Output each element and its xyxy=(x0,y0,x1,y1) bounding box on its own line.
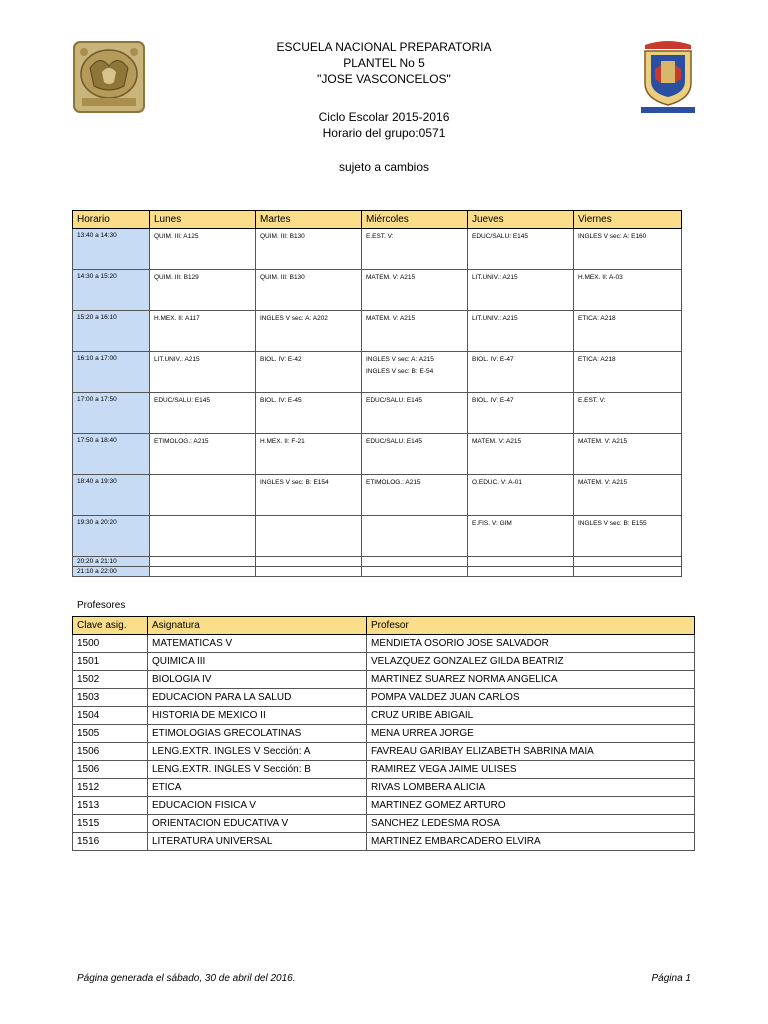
schedule-cell xyxy=(362,229,468,270)
class-entry: ETIMOLOG.: A215 xyxy=(154,438,209,445)
professor-row xyxy=(73,797,695,815)
subject-code-cell: 1505 xyxy=(73,725,148,743)
professor-name-cell: RIVAS LOMBERA ALICIA xyxy=(367,779,695,797)
class-entry: EDUC/SALU: E145 xyxy=(472,233,528,240)
professor-name-cell: POMPA VALDEZ JUAN CARLOS xyxy=(367,689,695,707)
schedule-table xyxy=(72,210,682,577)
professor-name-cell: SANCHEZ LEDESMA ROSA xyxy=(367,815,695,833)
class-entry: INGLES V sec: A: E160 xyxy=(578,233,647,240)
subject-code-cell: 1506 xyxy=(73,743,148,761)
professor-name-cell: MARTINEZ GOMEZ ARTURO xyxy=(367,797,695,815)
subject-to-change-note: sujeto a cambios xyxy=(338,160,430,174)
class-entry: MATEM. V: A215 xyxy=(578,438,628,445)
class-entry: ETICA: A218 xyxy=(578,356,616,363)
schedule-cell xyxy=(468,516,574,557)
professor-row xyxy=(73,671,695,689)
subject-code-cell: 1500 xyxy=(73,635,148,653)
professor-name-cell: MARTINEZ EMBARCADERO ELVIRA xyxy=(367,833,695,851)
professor-name-cell: FAVREAU GARIBAY ELIZABETH SABRINA MAIA xyxy=(367,743,695,761)
class-entry: MATEM. V: A215 xyxy=(578,479,628,486)
subject-code-cell: 1515 xyxy=(73,815,148,833)
class-entry: QUIM. III: B130 xyxy=(260,274,305,281)
schedule-cell xyxy=(574,434,682,475)
schedule-cell xyxy=(468,557,574,567)
schedule-cell xyxy=(362,516,468,557)
schedule-row xyxy=(73,393,682,434)
schedule-cell xyxy=(150,270,256,311)
class-entry: MATEM. V: A215 xyxy=(366,315,416,322)
subject-code-cell: 1502 xyxy=(73,671,148,689)
class-entry: EDUC/SALU: E145 xyxy=(366,438,422,445)
class-entry: QUIM. III: B129 xyxy=(154,274,199,281)
schedule-cell xyxy=(362,393,468,434)
time-slot-cell: 20:20 a 21:10 xyxy=(73,557,150,567)
schedule-header-cell: Viernes xyxy=(574,211,682,229)
schedule-header-cell: Horario xyxy=(73,211,150,229)
class-entry: BIOL. IV: E-47 xyxy=(472,356,514,363)
schedule-cell xyxy=(256,516,362,557)
schedule-cell xyxy=(468,270,574,311)
time-slot-cell: 17:50 a 18:40 xyxy=(73,434,150,475)
professors-header-row xyxy=(73,617,695,635)
schedule-cell xyxy=(150,516,256,557)
schedule-cell xyxy=(362,270,468,311)
class-entry: LIT.UNIV.: A215 xyxy=(472,315,518,322)
class-entry: E.EST. V: xyxy=(366,233,394,240)
schedule-row xyxy=(73,311,682,352)
schedule-cell xyxy=(574,516,682,557)
class-entry: MATEM. V: A215 xyxy=(472,438,522,445)
class-entry: EDUC/SALU: E145 xyxy=(154,397,210,404)
schedule-cell xyxy=(468,352,574,393)
group-schedule-title: Horario del grupo:0571 xyxy=(322,126,446,140)
schedule-cell xyxy=(256,311,362,352)
professors-title: Profesores xyxy=(77,600,126,611)
subject-name-cell: QUIMICA III xyxy=(148,653,367,671)
time-slot-cell: 18:40 a 19:30 xyxy=(73,475,150,516)
subject-name-cell: LENG.EXTR. INGLES V Sección: B xyxy=(148,761,367,779)
schedule-cell xyxy=(362,352,468,393)
subject-name-cell: EDUCACION PARA LA SALUD xyxy=(148,689,367,707)
professor-row xyxy=(73,761,695,779)
class-entry: BIOL. IV: E-42 xyxy=(260,356,302,363)
professors-header-cell: Profesor xyxy=(367,617,695,635)
subject-code-cell: 1516 xyxy=(73,833,148,851)
subject-name-cell: ETIMOLOGIAS GRECOLATINAS xyxy=(148,725,367,743)
schedule-cell xyxy=(574,557,682,567)
class-entry: H.MEX. II: A-03 xyxy=(578,274,623,281)
subject-code-cell: 1512 xyxy=(73,779,148,797)
subject-name-cell: ETICA xyxy=(148,779,367,797)
schedule-cell xyxy=(468,567,574,577)
class-entry: INGLES V sec: A: A215 xyxy=(366,356,434,363)
subject-name-cell: LITERATURA UNIVERSAL xyxy=(148,833,367,851)
schedule-header-cell: Miércoles xyxy=(362,211,468,229)
subject-code-cell: 1513 xyxy=(73,797,148,815)
professors-header-cell: Clave asig. xyxy=(73,617,148,635)
schedule-row xyxy=(73,557,682,567)
professor-row xyxy=(73,815,695,833)
schedule-cell xyxy=(362,311,468,352)
class-entry: MATEM. V: A215 xyxy=(366,274,416,281)
school-name: ESCUELA NACIONAL PREPARATORIA xyxy=(276,40,492,54)
professor-name-cell: MARTINEZ SUAREZ NORMA ANGELICA xyxy=(367,671,695,689)
unam-seal-logo xyxy=(72,38,146,116)
class-entry: ETICA: A218 xyxy=(578,315,616,322)
class-entry: INGLES V sec: A: A202 xyxy=(260,315,328,322)
subject-code-cell: 1506 xyxy=(73,761,148,779)
schedule-cell xyxy=(256,270,362,311)
class-entry: ETIMOLOG.: A215 xyxy=(366,479,421,486)
subject-name-cell: MATEMATICAS V xyxy=(148,635,367,653)
class-entry: O.EDUC. V: A-01 xyxy=(472,479,522,486)
schedule-cell xyxy=(362,557,468,567)
subject-code-cell: 1503 xyxy=(73,689,148,707)
schedule-header-cell: Lunes xyxy=(150,211,256,229)
class-entry: BIOL. IV: E-47 xyxy=(472,397,514,404)
campus-name: PLANTEL No 5 xyxy=(343,56,425,70)
class-entry: LIT.UNIV.: A215 xyxy=(154,356,200,363)
schedule-cell xyxy=(256,475,362,516)
schedule-cell xyxy=(256,557,362,567)
schedule-cell xyxy=(256,229,362,270)
class-entry: INGLES V sec: B: E155 xyxy=(578,520,647,527)
time-slot-cell: 15:20 a 16:10 xyxy=(73,311,150,352)
schedule-cell xyxy=(150,434,256,475)
professor-name-cell: VELAZQUEZ GONZALEZ GILDA BEATRIZ xyxy=(367,653,695,671)
schedule-cell xyxy=(256,393,362,434)
subject-name-cell: HISTORIA DE MEXICO II xyxy=(148,707,367,725)
class-entry: INGLES V sec: B: E-54 xyxy=(366,368,434,375)
class-entry: E.FIS. V: GIM xyxy=(472,520,512,527)
subject-name-cell: EDUCACION FISICA V xyxy=(148,797,367,815)
professor-name-cell: CRUZ URIBE ABIGAIL xyxy=(367,707,695,725)
professors-table xyxy=(72,616,695,851)
professor-row xyxy=(73,653,695,671)
schedule-row xyxy=(73,270,682,311)
professor-row xyxy=(73,833,695,851)
schedule-row xyxy=(73,352,682,393)
professor-name-cell: MENA URREA JORGE xyxy=(367,725,695,743)
schedule-row xyxy=(73,475,682,516)
professor-name-cell: MENDIETA OSORIO JOSE SALVADOR xyxy=(367,635,695,653)
time-slot-cell: 19:30 a 20:20 xyxy=(73,516,150,557)
class-entry: EDUC/SALU: E145 xyxy=(366,397,422,404)
school-cycle: Ciclo Escolar 2015-2016 xyxy=(318,110,450,124)
schedule-cell xyxy=(574,229,682,270)
class-entry: QUIM. III: B130 xyxy=(260,233,305,240)
subject-code-cell: 1501 xyxy=(73,653,148,671)
subject-name-cell: ORIENTACION EDUCATIVA V xyxy=(148,815,367,833)
schedule-cell xyxy=(574,311,682,352)
schedule-cell xyxy=(574,270,682,311)
schedule-cell xyxy=(150,352,256,393)
schedule-row xyxy=(73,567,682,577)
schedule-cell xyxy=(150,311,256,352)
subject-code-cell: 1504 xyxy=(73,707,148,725)
schedule-cell xyxy=(362,434,468,475)
university-crest-logo xyxy=(637,39,699,115)
time-slot-cell: 16:10 a 17:00 xyxy=(73,352,150,393)
schedule-cell xyxy=(468,475,574,516)
time-slot-cell: 13:40 a 14:30 xyxy=(73,229,150,270)
class-entry: H.MEX. II: A117 xyxy=(154,315,200,322)
professors-header-cell: Asignatura xyxy=(148,617,367,635)
schedule-cell xyxy=(150,557,256,567)
schedule-cell xyxy=(150,393,256,434)
class-entry: INGLES V sec: B: E154 xyxy=(260,479,329,486)
professor-row xyxy=(73,779,695,797)
schedule-cell xyxy=(574,475,682,516)
campus-subtitle: "JOSE VASCONCELOS" xyxy=(317,72,451,86)
time-slot-cell: 14:30 a 15:20 xyxy=(73,270,150,311)
class-entry: H.MEX. II: F-21 xyxy=(260,438,305,445)
schedule-cell xyxy=(150,567,256,577)
time-slot-cell: 21:10 a 22:00 xyxy=(73,567,150,577)
schedule-cell xyxy=(256,434,362,475)
schedule-cell xyxy=(574,352,682,393)
schedule-cell xyxy=(574,567,682,577)
schedule-cell xyxy=(150,475,256,516)
schedule-header-row xyxy=(73,211,682,229)
professor-row xyxy=(73,743,695,761)
professor-row xyxy=(73,635,695,653)
time-slot-cell: 17:00 a 17:50 xyxy=(73,393,150,434)
schedule-cell xyxy=(468,393,574,434)
schedule-row xyxy=(73,229,682,270)
page-number-footer: Página 1 xyxy=(651,973,691,984)
schedule-row xyxy=(73,516,682,557)
class-entry: LIT.UNIV.: A215 xyxy=(472,274,518,281)
schedule-cell xyxy=(468,434,574,475)
class-entry: QUIM. III: A125 xyxy=(154,233,199,240)
class-entry: E.EST. V: xyxy=(578,397,606,404)
schedule-cell xyxy=(574,393,682,434)
professor-name-cell: RAMIREZ VEGA JAIME ULISES xyxy=(367,761,695,779)
schedule-header-cell: Martes xyxy=(256,211,362,229)
generated-date-footer: Página generada el sábado, 30 de abril del 2016. xyxy=(77,973,296,984)
schedule-cell xyxy=(362,567,468,577)
schedule-row xyxy=(73,434,682,475)
class-entry: BIOL. IV: E-45 xyxy=(260,397,302,404)
schedule-cell xyxy=(256,352,362,393)
professor-row xyxy=(73,725,695,743)
schedule-header-cell: Jueves xyxy=(468,211,574,229)
professor-row xyxy=(73,707,695,725)
professor-row xyxy=(73,689,695,707)
schedule-cell xyxy=(468,229,574,270)
schedule-cell xyxy=(468,311,574,352)
subject-name-cell: BIOLOGIA IV xyxy=(148,671,367,689)
schedule-cell xyxy=(256,567,362,577)
schedule-cell xyxy=(150,229,256,270)
subject-name-cell: LENG.EXTR. INGLES V Sección: A xyxy=(148,743,367,761)
schedule-cell xyxy=(362,475,468,516)
